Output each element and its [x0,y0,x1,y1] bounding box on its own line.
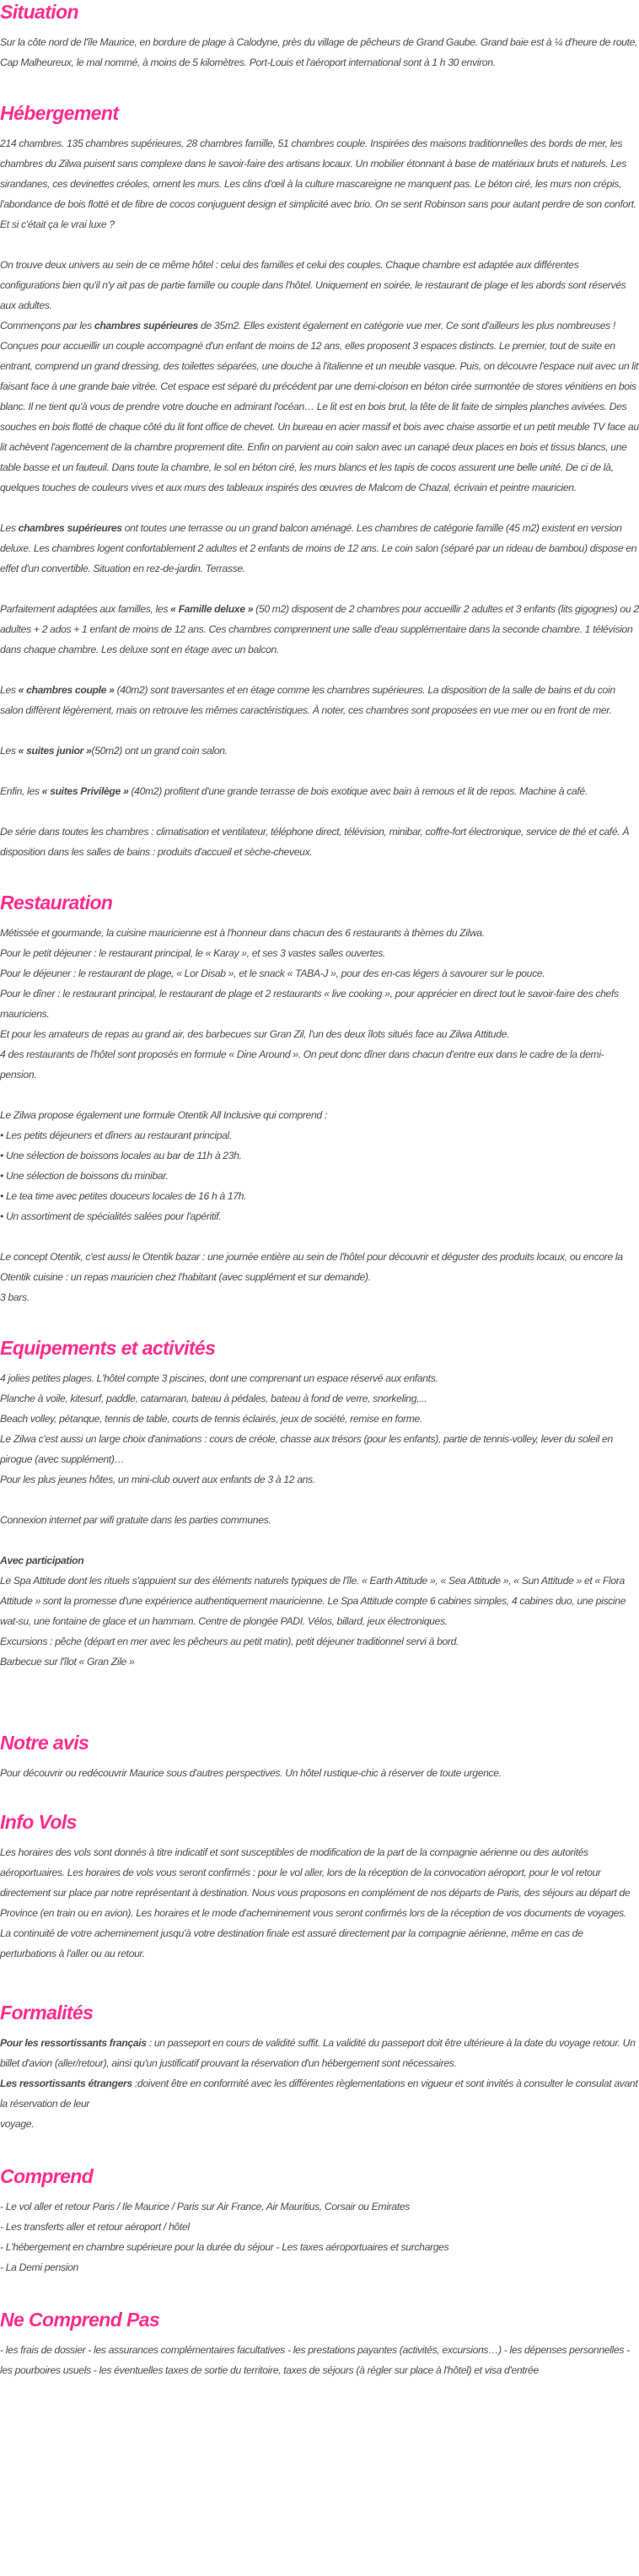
hebergement-suites-junior [0,741,639,761]
section-title-notre-avis: Notre avis [0,1732,89,1754]
comprend-item: - Le vol aller et retour Paris / Ile Maurice / Paris sur Air France, Air Mauritius, Corsair ou Emirates [0,2201,410,2212]
hebergement-couple [0,680,639,720]
text: de 35m2. Elles existent également en catégorie vue mer. Ce sont d'ailleurs les plus nombreuses ! Conçues pour accueillir un couple accompagné d'un enfant de moins de 12 ans, elles proposent 3 espaces distincts. Le premier, tout de suite en entrant, comprend un grand dressing, des toilettes séparées, une douche à l'italienne et un meuble vasque. Puis, on découvre l'espace nuit avec un lit faisant face à une grande baie vitrée. Cet espace est séparé du précédent par une demi-cloison en béton cirée surmontée de stores vénitiens en bois blanc. Il ne tient qu'à vous de prendre votre douche en admirant l'océan… Le lit est en bois brut, la tête de lit faite de simples planches avivées. Des souches en bois flotté de chaque côté du lit font office de chevet. Un bureau en acier massif et bois avec chaise assortie et un petit meuble TV face au lit achèvent l'agencement de la chambre proprement dite. Enfin on parvient au coin salon avec un canapé deux places en bois et tissus blancs, une table basse et un fauteuil. Dans toute la chambre, le sol en béton ciré, les murs blancs et les tapis de cocos assurent une belle unité. De ci de là, quelques touches de couleurs vives et aux murs des tableaux inspirés des œuvres de Malcom de Chazal, écrivain et peintre mauricien. [0,320,639,493]
restauration-line: Métissée et gourmande, la cuisine mauricienne est à l'honneur dans chacun des 6 restaurants à thèmes du Zilwa. [0,927,485,939]
section-title-restauration: Restauration [0,892,113,913]
vols-text: Les horaires des vols sont donnés à titre indicatif et sont susceptibles de modification de la part de la compagnie aérienne ou des autorités aéroportuaires. Les horaires de vols vous seront confirmés : pour le vol aller, lors de la réception de la convocation aéroport, pour le vol retour directement sur place par notre représentant à destination. Nous vous proposons en complément de nos départs de Paris, des séjours au départ de Province (en train ou en avion). Les horaires et le mode d'acheminement vous seront confirmés lors de la réception de vos documents de voyages. La continuité de votre acheminement jusqu'à votre destination finale est assuré directement par la compagnie aérienne, même en cas de perturbations à l'aller ou au retour. [0,1846,631,1959]
equipements-line: Planche à voile, kitesurf, paddle, catamaran, bateau à pédales, bateau à fond de verre, snorkeling,... [0,1393,427,1404]
all-inclusive-item: • Une sélection de boissons locales au bar de 11h à 23h. [0,1150,242,1161]
hebergement-intro: 214 chambres. 135 chambres supérieures, 28 chambres famille, 51 chambres couple. Inspirées des maisons traditionnelles des bords de mer, les chambres du Zilwa puisent sans complexe dans le savoir-faire des artisans locaux. Un mobilier étonnant à base de matériaux bruts et naturels. Les sirandanes, ces devinettes créoles, ornent les murs. Les clins d'œil à la culture mascareigne ne manquent pas. Le béton ciré, les murs non crépis, l'abondance de bois flotté et de fibre de cocos conjuguent design et simplicité avec brio. On se sent Robinson sans pour autant perdre de son confort. Et si c'était ça le vrai luxe ? [0,137,636,230]
text: (40m2) sont traversantes et en étage comme les chambres supérieures. La disposition de la salle de bains et du coin salon diffèrent légèrement, mais on retrouve les mêmes caractéristiques. À noter, ces chambres sont proposées en vue mer ou en front de mer. [0,684,615,716]
text: Commençons par les [0,320,94,331]
restauration-line: Pour le dîner : le restaurant principal, le restaurant de plage et 2 restaurants « live cooking », pour apprécier en direct tout le savoir-faire des chefs mauriciens. [0,988,619,1020]
hebergement-famille [0,518,639,579]
hebergement-equipements-chambres: De série dans toutes les chambres : climatisation et ventilateur, téléphone direct, télévision, minibar, coffre-fort électronique, service de thé et café. À disposition dans les salles de bains : produits d'accueil et sèche-cheveux. [0,826,630,858]
participation-line: Le Spa Attitude dont les rituels s'appuient sur des éléments naturels typiques de l'île. « Earth Attitude », « Sea Attitude », « Sun Attitude » et « Flora Attitude » sont la promesse d'une expérience authentiquement mauricienne. Le Spa Attitude compte 6 cabines simples, 4 cabines duo, une piscine wat-su, une fontaine de glace et un hammam. Centre de plongée PADI. Vélos, billard, jeux électroniques. [0,1575,626,1627]
section-equipements [0,1336,639,1672]
situation-text: Sur la côte nord de l'île Maurice, en bordure de plage à Calodyne, près du village de pêcheurs de Grand Gaube. Grand baie est à ¼ d'heure de route, Cap Malheureux, le mal nommé, à moins de 5 kilomètres. Port-Louis et l'aéroport international sont à 1 h 30 environ. [0,36,638,68]
equipements-text [0,1368,639,1490]
section-comprend [0,2164,639,2277]
restauration-line: 4 des restaurants de l'hôtel sont proposés en formule « Dine Around ». On peut donc dîner dans chacun d'entre eux dans le cadre de la demi-pension. [0,1048,604,1081]
restauration-text [0,923,639,1085]
section-hebergement [0,101,639,862]
equipements-line: 4 jolies petites plages. L'hôtel compte 3 piscines, dont une comprenant un espace réservé aux enfants. [0,1372,438,1384]
all-inclusive-item: • Les petits déjeuners et dîners au restaurant principal. [0,1129,232,1141]
bold-term: Les ressortissants étrangers [0,2078,132,2089]
hebergement-suites-privilege [0,781,639,801]
section-title-comprend: Comprend [0,2165,94,2187]
otentik-concept [0,1247,639,1307]
section-title-equipements: Equipements et activités [0,1337,216,1359]
all-inclusive-item: • Une sélection de boissons du minibar. [0,1170,169,1182]
equipements-line: Beach volley, pétanque, tennis de table, courts de tennis éclairés, jeux de société, remise en forme. [0,1413,422,1425]
hebergement-superieures [0,315,639,498]
restauration-line: Et pour les amateurs de repas au grand air, des barbecues sur Gran Zil, l'un des deux îlots situés face au Zilwa Attitude. [0,1028,510,1040]
equipements-line: Pour les plus jeunes hôtes, un mini-club ouvert aux enfants de 3 à 12 ans. [0,1474,315,1485]
all-inclusive-item: • Le tea time avec petites douceurs locales de 16 h à 17h. [0,1190,247,1202]
section-formalites [0,2001,639,2134]
all-inclusive-intro: Le Zilwa propose également une formule Otentik All Inclusive qui comprend : [0,1109,327,1121]
ne-comprend-pas-text: - les frais de dossier - les assurances complémentaires facultatives - les prestations payantes (activités, excursions…) - les dépenses personnelles - les pourboires usuels - les éventuelles taxes de sortie du territoire, taxes de séjours (à régler sur place à l'hôtel) et visa d'entrée [0,2344,630,2376]
comprend-item: - Les transferts aller et retour aéroport / hôtel [0,2221,190,2233]
text: Les [0,684,19,696]
equipements-line: Le Zilwa c'est aussi un large choix d'animations : cours de créole, chasse aux trésors (pour les enfants), partie de tennis-volley, lever du soleil en pirogue (avec supplément)… [0,1433,613,1465]
text: ont toutes une terrasse ou un grand balcon aménagé. Les chambres de catégorie famille (45 m2) existent en version deluxe. Les chambres logent confortablement 2 adultes et 2 enfants de moins de 12 ans. Le coin salon (séparé par un rideau de bambou) dispose en effet d'un convertible. Situation en rez-de-jardin. Terrasse. [0,522,637,574]
bold-term: chambres supérieures [94,320,198,331]
bars-count: 3 bars. [0,1291,30,1303]
section-restauration [0,891,639,1307]
participation-block [0,1550,639,1672]
section-ne-comprend-pas [0,2308,639,2380]
formalites-tail: voyage. [0,2118,35,2130]
text: Les [0,745,19,757]
otentik-concept-text: Le concept Otentik, c'est aussi le Otentik bazar : une journée entière au sein de l'hôtel pour découvrir et déguster des produits locaux, ou encore la Otentik cuisine : un repas mauricien chez l'habitant (avec supplément et sur demande). [0,1251,623,1283]
bold-term: « Famille deluxe » [170,603,254,615]
text: Enfin, les [0,785,42,797]
text: Parfaitement adaptées aux familles, les [0,603,171,615]
text: : un passeport en cours de validité suffit. La validité du passeport doit être ultérieure à la date du voyage retour. Un billet d'avion (aller/retour), ainsi qu'un justificatif prouvant la réservation d'un hébergement sont nécessaires. [0,2037,636,2069]
section-title-situation: Situation [0,1,78,23]
avis-text: Pour découvrir ou redécouvrir Maurice sous d'autres perspectives. Un hôtel rustique-chic à réserver de toute urgence. [0,1767,502,1779]
bold-term: « suites Privilège » [41,785,129,797]
participation-line: Barbecue sur l'îlot « Gran Zile » [0,1656,135,1668]
section-title-ne-comprend-pas: Ne Comprend Pas [0,2309,160,2331]
formalites-text [0,2033,639,2134]
hebergement-famille-deluxe [0,599,639,660]
all-inclusive-item: • Un assortiment de spécialités salées pour l'apéritif. [0,1210,222,1222]
bold-term: Pour les ressortissants français [0,2037,147,2049]
text: (50 m2) disposent de 2 chambres pour accueillir 2 adultes et 3 enfants (lits gigognes) ou 2 adultes + 2 ados + 1 enfant de moins de 12 ans. Ces chambres comprennent une salle d'eau supplémentaire dans la seconde chambre. 1 télévision dans chaque chambre. Les deluxe sont en étage avec un balcon. [0,603,639,655]
section-situation [0,0,639,73]
participation-title: Avec participation [0,1555,84,1566]
section-notre-avis [0,1731,639,1783]
section-title-formalites: Formalités [0,2002,94,2024]
section-title-info-vols: Info Vols [0,1811,77,1833]
comprend-item: - La Demi pension [0,2261,78,2273]
wifi-text: Connexion internet par wifi gratuite dans les parties communes. [0,1514,271,1526]
hebergement-univers: On trouve deux univers au sein de ce même hôtel : celui des familles et celui des couples. Chaque chambre est adaptée aux différentes configurations bien qu'il n'y ait pas de partie famille ou couple dans l'hôtel. Uniquement en soirée, le restaurant de plage et les abords sont réservés aux adultes. [0,259,626,311]
bold-term: chambres supérieures [18,522,122,534]
text: (50m2) ont un grand coin salon. [91,745,228,757]
comprend-item: - L'hébergement en chambre supérieure pour la durée du séjour - Les taxes aéroportuaires et surcharges [0,2241,449,2253]
restauration-line: Pour le déjeuner : le restaurant de plage, « Lor Disab », et le snack « TABA-J », pour des en-cas légers à savourer sur le pouce. [0,967,545,979]
section-title-hebergement: Hébergement [0,102,119,124]
all-inclusive-block [0,1105,639,1226]
bold-term: « chambres couple » [18,684,115,696]
text: Les [0,522,19,534]
section-info-vols [0,1810,639,1964]
comprend-list [0,2196,639,2277]
formalites-etrangers [0,2073,639,2114]
participation-line: Excursions : pêche (départ en mer avec les pêcheurs au petit matin), petit déjeuner traditionnel servi à bord. [0,1636,459,1647]
bold-term: « suites junior » [18,745,92,757]
restauration-line: Pour le petit déjeuner : le restaurant principal, le « Karay », et ses 3 vastes salles ouvertes. [0,947,385,959]
text: :doivent être en conformité avec les différentes règlementations en vigueur et sont invités à consulter le consulat avant la réservation de leur [0,2078,638,2110]
formalites-francais [0,2033,639,2073]
text: (40m2) profitent d'une grande terrasse de bois exotique avec bain à remous et lit de repos. Machine à café. [128,785,588,797]
